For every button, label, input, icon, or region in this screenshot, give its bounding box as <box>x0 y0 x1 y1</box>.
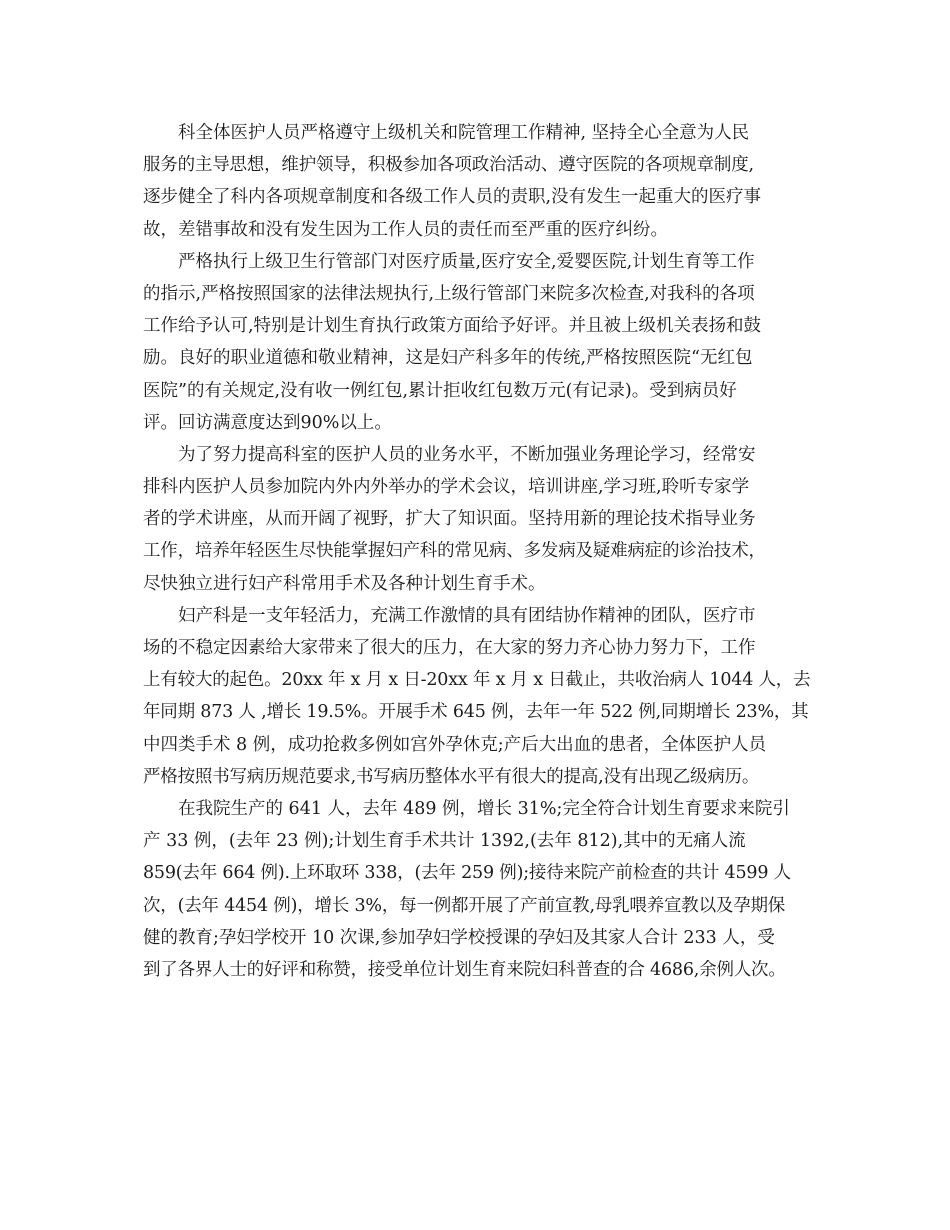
paragraph-line: 产 33 例，(去年 23 例);计划生育手术共计 1392,(去年 812),其中的无痛人流 <box>143 831 746 852</box>
paragraph-line: 尽快独立进行妇产科常用手术及各种计划生育手术。 <box>143 573 546 594</box>
paragraph-line: 逐步健全了科内各项规章制度和各级工作人员的责职,没有发生一起重大的医疗事 <box>143 187 762 208</box>
paragraph-line: 次，(去年 4454 例)，增长 3%，每一例都开展了产前宣教,母乳喂养宣教以及孕期保 <box>143 895 786 916</box>
paragraph-line: 的指示,严格按照国家的法律法规执行,上级行管部门来院多次检查,对我科的各项 <box>143 283 755 304</box>
paragraph-line: 年同期 873 人 ,增长 19.5%。开展手术 645 例，去年一年 522 例,同期增长 23%，其 <box>143 702 809 723</box>
paragraph-line: 科全体医护人员严格遵守上级机关和院管理工作精神, 坚持全心全意为人民 <box>178 123 750 143</box>
paragraph-line: 工作给予认可,特别是计划生育执行政策方面给予好评。并且被上级机关表扬和鼓 <box>143 316 762 337</box>
paragraph-line: 妇产科是一支年轻活力，充满工作激情的具有团结协作精神的团队，医疗市 <box>178 605 756 626</box>
paragraph-line: 为了努力提高科室的医护人员的业务水平，不断加强业务理论学习，经常安 <box>178 444 756 465</box>
paragraph-line: 中四类手术 8 例，成功抢救多例如宫外孕休克;产后大出血的患者，全体医护人员 <box>143 734 767 755</box>
paragraph-line: 859(去年 664 例).上环取环 338，(去年 259 例);接待来院产前检查的共计 4599 人 <box>143 863 791 884</box>
paragraph-line: 严格执行上级卫生行管部门对医疗质量,医疗安全,爱婴医院,计划生育等工作 <box>178 251 755 272</box>
paragraph-line: 到了各界人士的好评和称赞，接受单位计划生育来院妇科普查的合 4686,余例人次。 <box>143 959 786 980</box>
paragraph-line: 医院”的有关规定,没有收一例红包,累计拒收红包数万元(有记录)。受到病员好 <box>143 380 737 401</box>
paragraph-line: 励。良好的职业道德和敬业精神，这是妇产科多年的传统,严格按照医院“无红包 <box>143 348 753 369</box>
paragraph-line: 故，差错事故和没有发生因为工作人员的责任而至严重的医疗纠纷。 <box>143 219 668 240</box>
paragraph-line: 上有较大的起色。20xx 年 x 月 x 日-20xx 年 x 月 x 日截止，共收治病人 1044 人，去 <box>143 670 811 691</box>
paragraph-line: 严格按照书写病历规范要求,书写病历整体水平有很大的提高,没有出现乙级病历。 <box>143 766 760 787</box>
paragraph-line: 服务的主导思想，维护领导，积极参加各项政治活动、遵守医院的各项规章制度, <box>143 155 754 176</box>
paragraph-line: 场的不稳定因素给大家带来了很大的压力，在大家的努力齐心协力努力下，工作 <box>143 638 756 658</box>
paragraph-line: 评。回访满意度达到90%以上。 <box>143 412 392 433</box>
paragraph-line: 者的学术讲座，从而开阔了视野，扩大了知识面。坚持用新的理论技术指导业务 <box>143 509 756 530</box>
paragraph-line: 在我院生产的 641 人，去年 489 例，增长 31%;完全符合计划生育要求来院引 <box>178 798 790 819</box>
paragraph-line: 排科内医护人员参加院内外内外举办的学术会议，培训讲座,学习班,聆听专家学 <box>143 477 750 498</box>
paragraph-line: 工作，培养年轻医生尽快能掌握妇产科的常见病、多发病及疑难病症的诊治技术， <box>143 541 766 562</box>
paragraph-line: 健的教育;孕妇学校开 10 次课,参加孕妇学校授课的孕妇及其家人合计 233 人，受 <box>143 927 775 948</box>
document-body <box>143 117 828 986</box>
